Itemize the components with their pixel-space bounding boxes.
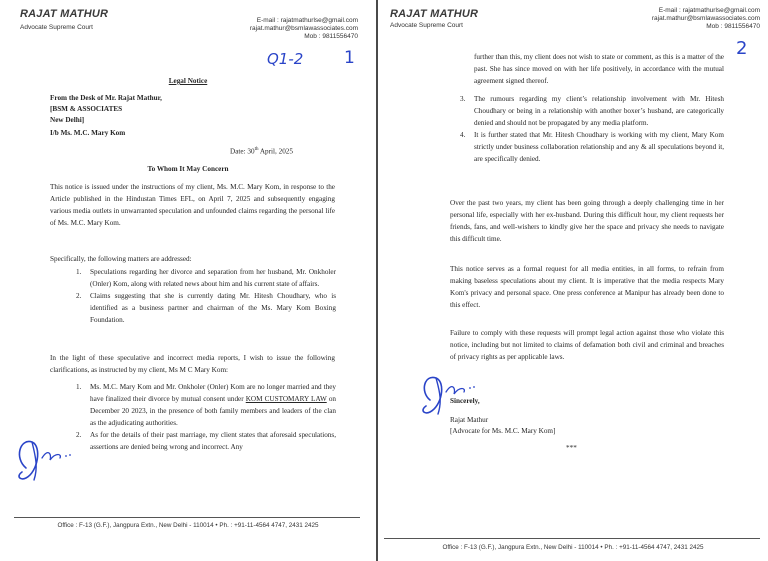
letterhead-title: Advocate Supreme Court — [20, 24, 93, 31]
continued-paragraph: further than this, my client does not wish to state or comment, as this is a matter of the past. She has since moved on with her life positively, in accordance with the mutual agreement signed thereof. — [474, 53, 724, 85]
footer-rule — [14, 517, 360, 518]
letterhead-name: RAJAT MATHUR — [20, 8, 109, 20]
list-text: The rumours regarding my client’s relationship involvement with Mr. Hitesh Choudhary or being in a relationship with another boxer’s husband, are categorically denied and should not be propagated by any media platform. — [474, 95, 724, 127]
sender-block — [50, 93, 162, 126]
list-text — [90, 381, 336, 429]
list-text: As for the details of their past marriage, my client states that aforesaid speculations, assertions are denied being wrong and incorrect. Any — [90, 431, 336, 451]
list-text: It is further stated that Mr. Hitesh Choudhary is working with my client, Mary Kom strictly under business collaboration relationship and any & all speculations beyond it, are specifically denied. — [474, 131, 724, 163]
law-reference: KOM CUSTOMARY LAW — [245, 395, 327, 403]
letterhead-title: Advocate Supreme Court — [390, 22, 463, 29]
request-paragraph: This notice serves as a formal request for all media entities, in all forms, to refrain from making baseless speculations about my client. It is imperative that the media respects Mary Kom's privacy and personal space. One press conference at Manipur has already been done to this effect. — [450, 265, 724, 309]
list-item — [460, 129, 724, 165]
list-number: 3. — [460, 95, 466, 103]
on-behalf-of: I/b Ms. M.C. Mary Kom — [50, 129, 126, 137]
closing: Sincerely, — [450, 397, 480, 405]
letterhead-name: RAJAT MATHUR — [390, 8, 479, 20]
footer-rule — [384, 538, 760, 539]
date-ordinal: th — [254, 147, 259, 152]
clause-text: Ms. M.C. Mary Kom and Mr. Onkholer (Onler) Kom are no longer married and they have finalized their divorce by mutual consent under — [90, 383, 336, 403]
letterhead-email-2: rajat.mathur@bsmlawassociates.com — [249, 25, 358, 32]
date-text: Date: 30 — [230, 147, 255, 156]
signature-image — [12, 428, 82, 488]
date-text: April, 2025 — [258, 147, 293, 156]
privacy-paragraph: Over the past two years, my client has been going through a deeply challenging time in her personal life, especially with her ex-husband. During this difficult hour, my client requests her friends, fans, and well-wishers to kindly give her the space and privacy she needs to navigate this difficult time. — [450, 199, 724, 243]
legal-action-paragraph: Failure to comply with these requests will prompt legal action against those who violate this notice, including but not limited to claims of defamation both civil and criminal and breaches of privacy rights as per applicable laws. — [450, 329, 724, 361]
letterhead-email-1: E-mail : rajatmathurlse@gmail.com — [256, 17, 358, 24]
list-number: 1. — [76, 268, 82, 276]
clause-text: on December 20 2023, in the presence of both family members and leaders of the clan as the adjudicating authorities. — [90, 395, 337, 427]
list-number: 2. — [76, 292, 82, 300]
matters-intro: Specifically, the following matters are addressed: — [50, 255, 192, 263]
list-item — [76, 290, 336, 326]
intro-paragraph: This notice is issued under the instructions of my client, Ms. M.C. Mary Kom, in response to the Article published in the Hindustan Times EFL, on April 7, 2025 and subsequently engaging various media outlets in unwarranted speculation and unfounded claims regarding the personal life of Ms. M.C. Mary Kom. — [50, 183, 335, 227]
footer-address: Office : F-13 (G.F.), Jangpura Extn., New Delhi - 110014 • Ph. : +91-11-4564 4747, 2431 2425 — [442, 544, 704, 551]
letterhead-email-2: rajat.mathur@bsmlawassociates.com — [651, 15, 760, 22]
end-marker: *** — [566, 444, 577, 452]
letterhead-email-1: E-mail : rajatmathurlse@gmail.com — [658, 7, 760, 14]
letterhead-contact — [178, 17, 358, 41]
notice-page-2 — [378, 0, 768, 561]
sender-line: From the Desk of Mr. Rajat Mathur, — [50, 94, 162, 102]
list-number: 2. — [76, 431, 82, 439]
list-text: Claims suggesting that she is currently dating Mr. Hitesh Choudhary, who is identified as a business partner and chairman of the Ms. Mary Kom Boxing Foundation. — [90, 292, 336, 324]
list-number: 1. — [76, 383, 82, 391]
notice-page-1 — [0, 0, 376, 561]
list-item — [76, 266, 336, 290]
letterhead-mobile: Mob : 9811556470 — [706, 23, 760, 30]
list-item — [76, 381, 336, 429]
footer-address: Office : F-13 (G.F.), Jangpura Extn., New Delhi - 110014 • Ph. : +91-11-4564 4747, 2431 2425 — [57, 522, 319, 529]
list-item — [460, 93, 724, 129]
sender-line: [BSM & ASSOCIATES — [50, 105, 123, 113]
notice-heading: Legal Notice — [168, 77, 208, 85]
notice-date — [230, 144, 293, 157]
handwritten-reference-mark: Q1-2 — [267, 50, 304, 68]
clarifications-list — [76, 381, 337, 453]
letterhead-contact — [580, 7, 760, 31]
list-number: 4. — [460, 131, 466, 139]
signer-name: Rajat Mathur — [450, 416, 489, 424]
list-text: Speculations regarding her divorce and separation from her husband, Mr. Onkholer (Onler) Kom, along with related news about him and his current state of affairs. — [90, 268, 336, 288]
matters-list — [76, 266, 336, 326]
clarifications-intro: In the light of these speculative and incorrect media reports, I wish to issue the following clarifications, as instructed by my client, Ms M C Mary Kom: — [50, 354, 335, 374]
letterhead-mobile: Mob : 9811556470 — [304, 33, 358, 40]
handwritten-page-number: 1 — [344, 48, 355, 68]
handwritten-page-number: 2 — [736, 38, 748, 59]
salutation: To Whom It May Concern — [147, 165, 229, 173]
list-item — [76, 429, 336, 453]
signer-role: [Advocate for Ms. M.C. Mary Kom] — [450, 427, 556, 435]
points-list — [460, 93, 724, 165]
sender-line: New Delhi] — [50, 116, 85, 124]
